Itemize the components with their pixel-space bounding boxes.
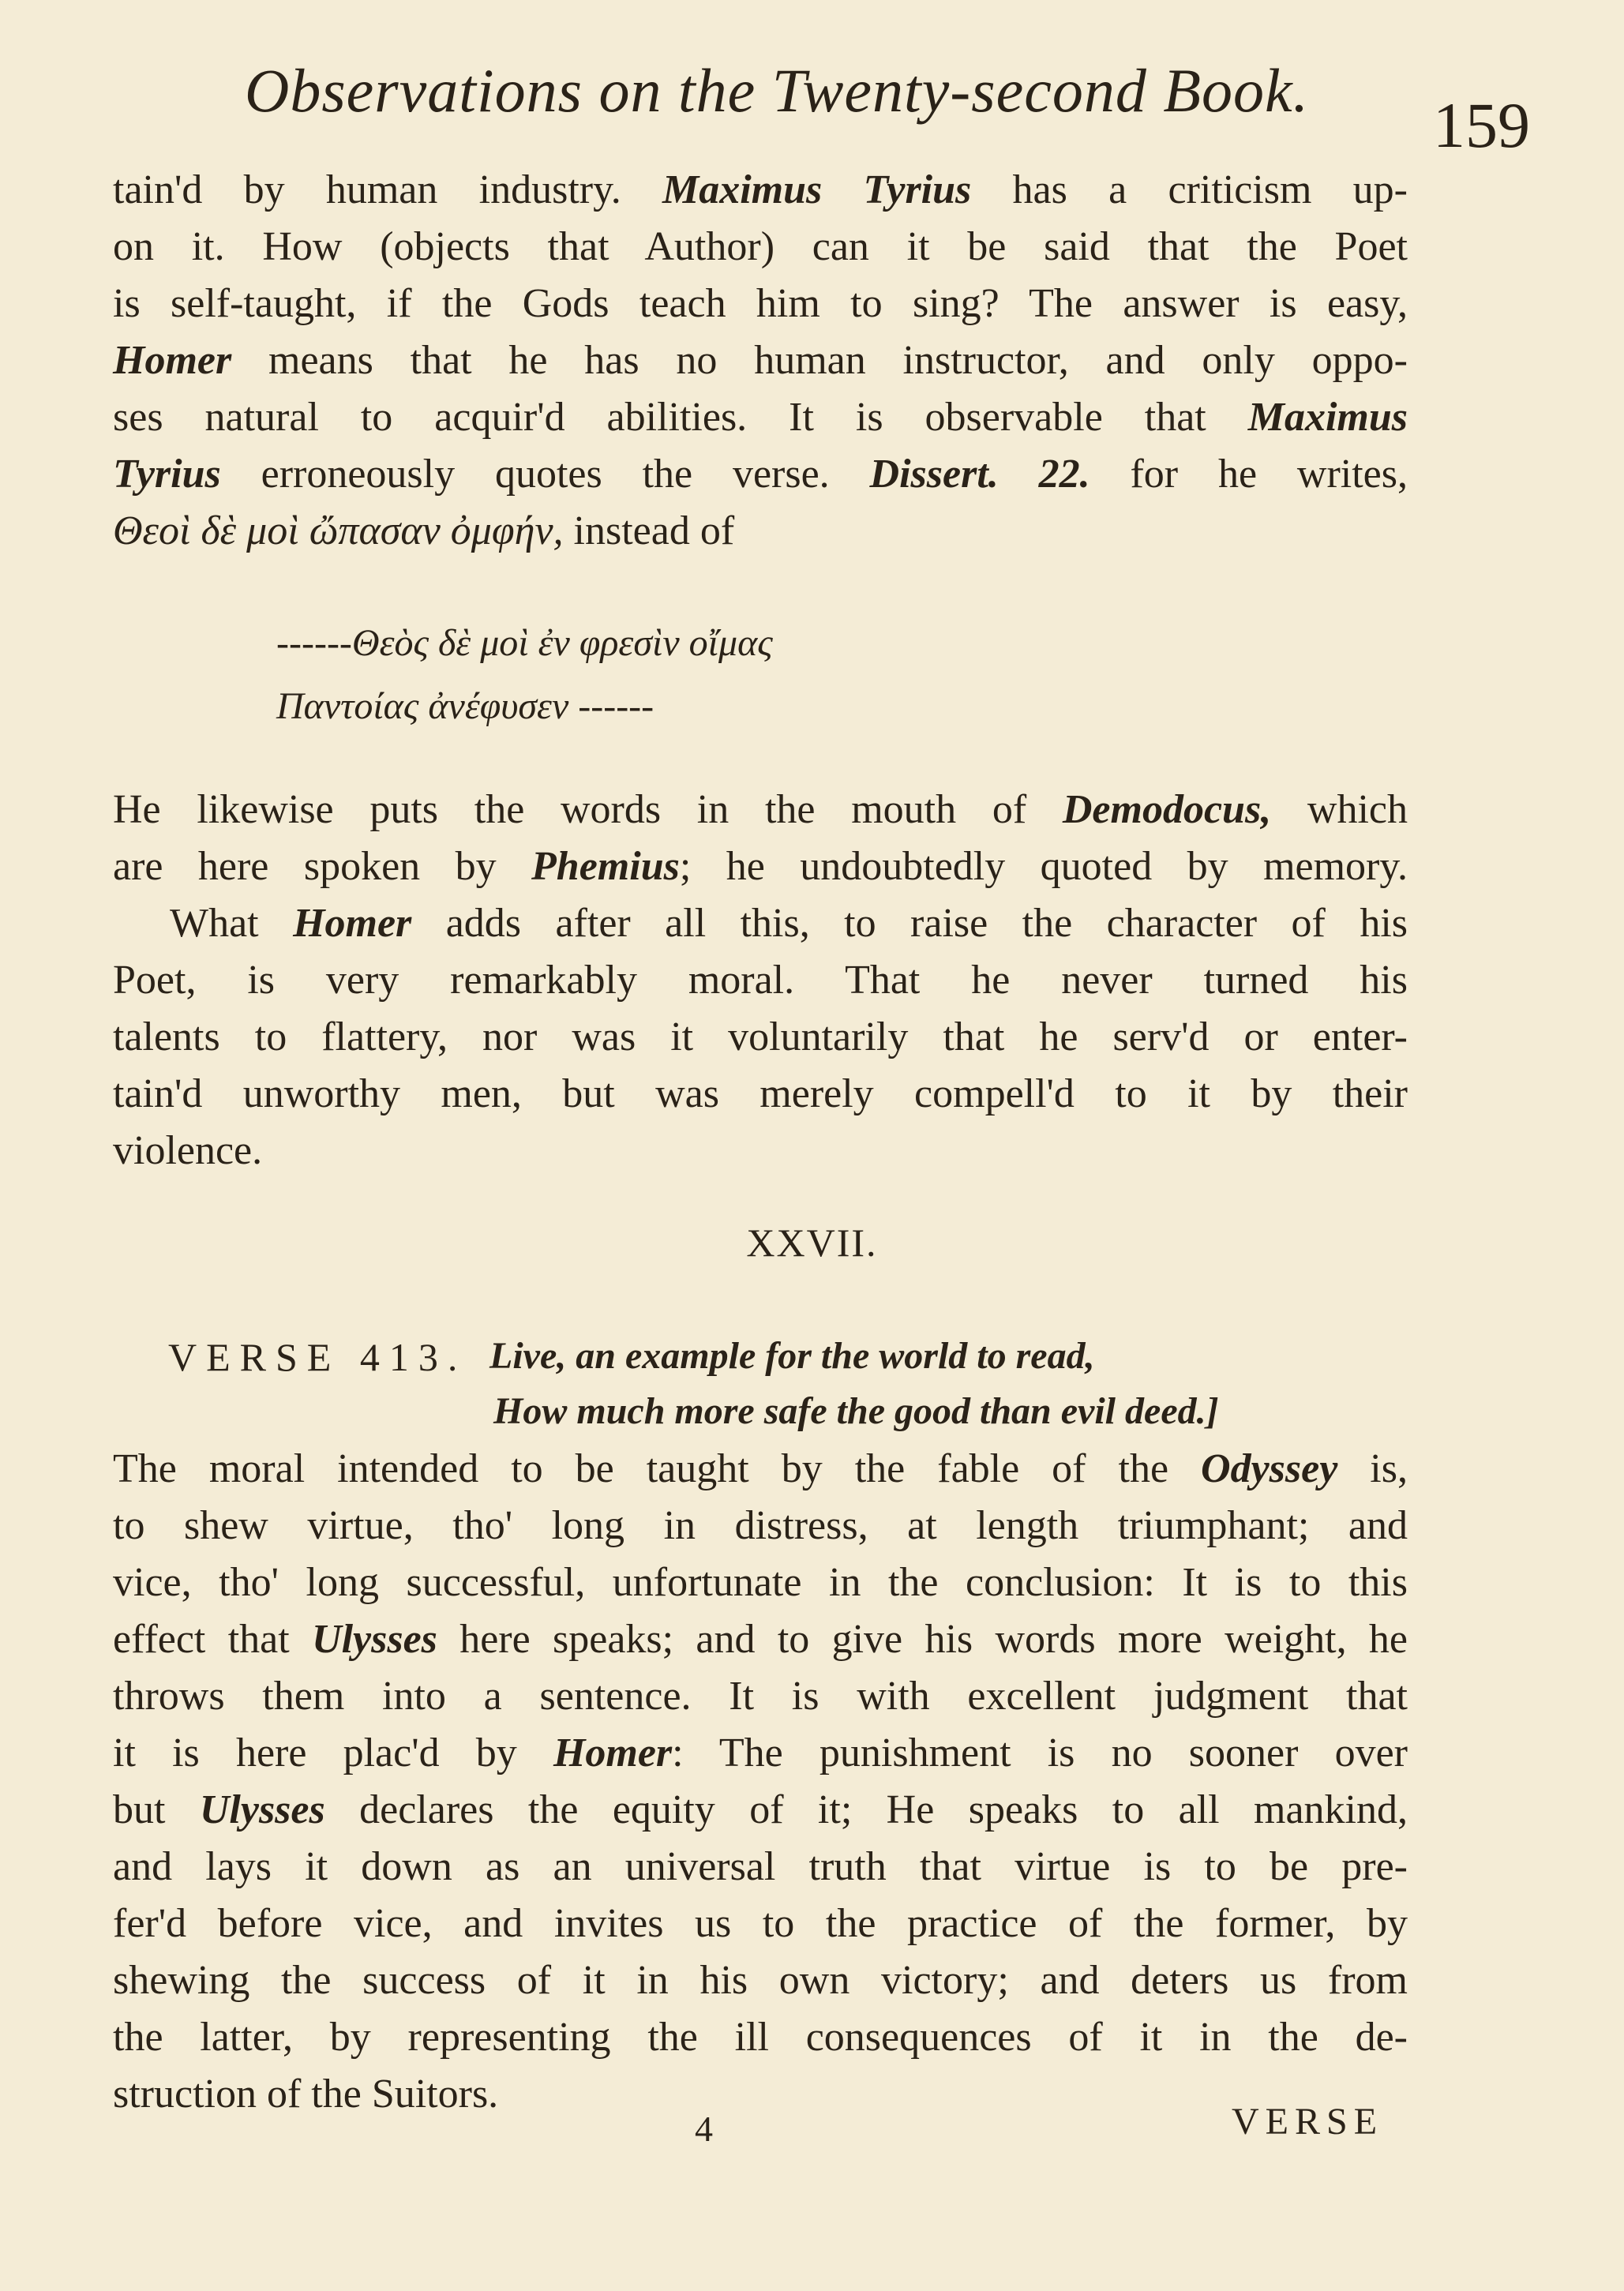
- signature-mark: 4: [695, 2109, 713, 2149]
- text-line: The moral intended to be taught by the fable of the Odyssey is,: [113, 1446, 1408, 1491]
- text-line: ses natural to acquir'd abilities. It is observable that Maximus: [113, 395, 1408, 440]
- text-line: Homer means that he has no human instructor, and only oppo-: [113, 338, 1408, 383]
- text-line: on it. How (objects that Author) can it be said that the Poet: [113, 224, 1408, 269]
- running-head: Observations on the Twenty-second Book.: [245, 56, 1310, 125]
- paragraph-4: [113, 1441, 1408, 2123]
- text-line: talents to flattery, nor was it voluntarily that he serv'd or enter-: [113, 1014, 1408, 1059]
- text-line: to shew virtue, tho' long in distress, at length triumphant; and: [113, 1503, 1408, 1548]
- paragraph-2: [113, 782, 1408, 895]
- verse-quote-line-2: How much more safe the good than evil deed.]: [493, 1390, 1219, 1432]
- text-line: struction of the Suitors.: [113, 2072, 499, 2117]
- catchword: VERSE: [1232, 2101, 1384, 2143]
- text-line: vice, tho' long successful, unfortunate in the conclusion: It is to this: [113, 1560, 1408, 1605]
- text-line: What Homer adds after all this, to raise the character of his: [170, 901, 1408, 946]
- page-number: 159: [1433, 89, 1530, 161]
- text-line: fer'd before vice, and invites us to the practice of the former, by: [113, 1901, 1408, 1946]
- text-line: effect that Ulysses here speaks; and to give his words more weight, he: [113, 1617, 1408, 1662]
- text-line: violence.: [113, 1128, 263, 1173]
- text-line: are here spoken by Phemius; he undoubtedly quoted by memory.: [113, 844, 1408, 889]
- text-line: it is here plac'd by Homer: The punishment is no sooner over: [113, 1730, 1408, 1775]
- text-line: and lays it down as an universal truth that virtue is to be pre-: [113, 1844, 1408, 1889]
- text-line: tain'd unworthy men, but was merely compell'd to it by their: [113, 1071, 1408, 1116]
- text-line: but Ulysses declares the equity of it; He speaks to all mankind,: [113, 1787, 1408, 1832]
- text-line: tain'd by human industry. Maximus Tyrius has a criticism up-: [113, 167, 1408, 212]
- text-line: Poet, is very remarkably moral. That he never turned his: [113, 958, 1408, 1003]
- text-line: the latter, by representing the ill consequences of it in the de-: [113, 2015, 1408, 2060]
- verse-quote-line-1: Live, an example for the world to read,: [489, 1335, 1095, 1377]
- paragraph-1: [113, 162, 1408, 560]
- greek-quote-line-2: Παντοίας ἀνέφυσεν ------: [276, 685, 654, 727]
- text-line: is self-taught, if the Gods teach him to sing? The answer is easy,: [113, 281, 1408, 326]
- greek-quote-line-1: ------Θεὸς δὲ μοὶ ἐν φρεσὶν οἴμας: [276, 622, 773, 664]
- verse-label: VERSE 413.: [168, 1335, 467, 1379]
- text-line: He likewise puts the words in the mouth of Demodocus, which: [113, 787, 1408, 832]
- text-line: throws them into a sentence. It is with excellent judgment that: [113, 1674, 1408, 1719]
- text-line: Tyrius erroneously quotes the verse. Dissert. 22. for he writes,: [113, 452, 1408, 497]
- paragraph-3: [113, 895, 1408, 1179]
- text-line: Θεοὶ δὲ μοὶ ὤπασαν ὀμφήν, instead of: [113, 508, 735, 553]
- text-line: shewing the success of it in his own victory; and deters us from: [113, 1958, 1408, 2003]
- section-heading: XXVII.: [746, 1220, 878, 1265]
